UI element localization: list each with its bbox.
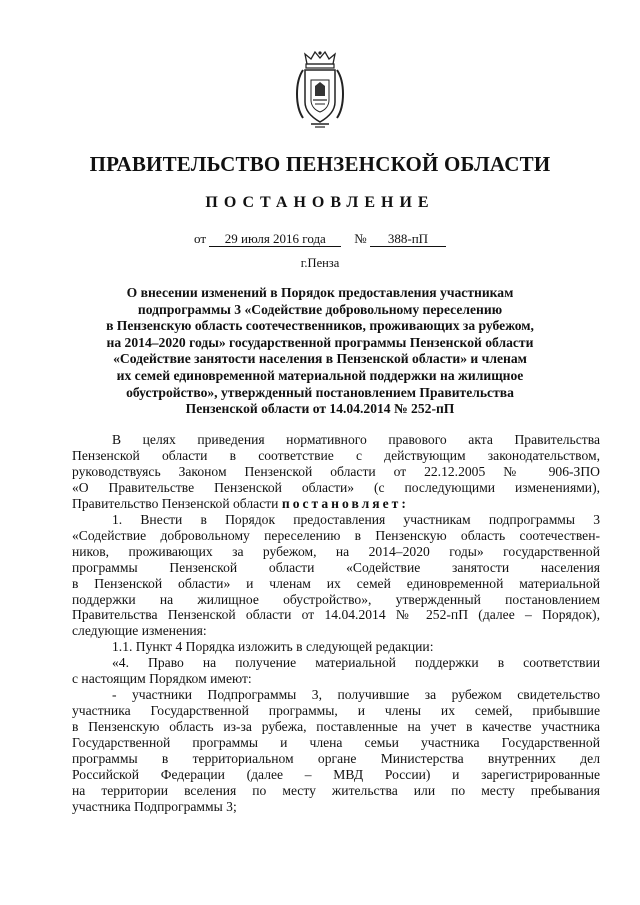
body-line: В целях приведения нормативного правового акта Правительства <box>112 432 600 447</box>
body-line: ников, проживающих за рубежом, на 2014–2020 годы» государственной <box>72 543 600 559</box>
body-line: поддержки на жилищное обустройство», утвержденный постановлением <box>72 591 600 607</box>
document-title <box>70 285 570 418</box>
body-line: 1.1. Пункт 4 Порядка изложить в следующей редакции: <box>112 639 434 655</box>
date-prefix: от <box>194 231 207 246</box>
body-line: Государственной программы и члена семьи участника Государственной <box>72 735 600 751</box>
body-line-decree <box>72 496 600 512</box>
body-line: с настоящим Порядком имеют: <box>72 671 252 687</box>
body-line: программы в территориальном органе Министерства внутренних дел <box>72 751 600 767</box>
title-line: на 2014–2020 годы» государственной программы Пензенской области <box>106 334 534 350</box>
body-line: программы Пензенской области «Содействие занятости населения <box>72 559 600 575</box>
title-line: обустройство», утвержденный постановлением Правительства <box>126 384 514 400</box>
body-line: в Пензенскую область из-за рубежа, поставленные на учет в качестве участника <box>72 719 600 735</box>
decree-word: постановляет: <box>281 495 409 511</box>
title-line: «Содействие занятости населения в Пензенской области» и членам <box>113 351 527 367</box>
body-line: в Пензенской области» и членам их семей единовременной материальной <box>72 575 600 591</box>
title-line: в Пензенскую область соотечественников, проживающих за рубежом, <box>106 318 534 334</box>
body-line: - участники Подпрограммы 3, получившие за рубежом свидетельство <box>112 687 600 703</box>
document-date: 29 июля 2016 года <box>209 232 341 247</box>
body-line: «Содействие добровольному переселению в Пензенскую область соотечествен- <box>72 527 600 543</box>
title-line: Пензенской области от 14.04.2014 № 252-пП <box>185 401 455 417</box>
document-number: 388-пП <box>370 232 446 247</box>
body-line: Пензенской области в соответствие с действующим законодательством, <box>72 447 600 463</box>
decree-subject: Правительство Пензенской области <box>72 495 279 511</box>
document-body <box>72 432 600 815</box>
coat-of-arms-emblem <box>291 50 349 130</box>
date-number-line <box>0 231 640 247</box>
organization-name: ПРАВИТЕЛЬСТВО ПЕНЗЕНСКОЙ ОБЛАСТИ <box>89 152 551 176</box>
body-line: участника Государственной программы, и члены их семей, прибывшие <box>72 703 600 719</box>
city: г.Пенза <box>300 256 340 270</box>
body-line: Правительства Пензенской области от 14.04.2014 № 252-пП (далее – Порядок), <box>72 607 600 623</box>
number-prefix: № <box>354 231 367 246</box>
document-type: ПОСТАНОВЛЕНИЕ <box>205 194 435 211</box>
body-line: Российской Федерации (далее – МВД России) и зарегистрированные <box>72 767 600 783</box>
body-line: 1. Внести в Порядок предоставления участникам подпрограммы 3 <box>112 511 600 527</box>
title-line: подпрограммы 3 «Содействие добровольному переселению <box>137 301 503 317</box>
body-line: на территории вселения по месту жительства или по месту пребывания <box>72 782 600 798</box>
body-line: «О Правительстве Пензенской области» (с последующими изменениями), <box>72 479 600 495</box>
body-line: участника Подпрограммы 3; <box>72 798 237 814</box>
title-line: их семей единовременной материальной поддержки на жилищное <box>116 367 524 383</box>
body-line: руководствуясь Законом Пензенской области от 22.12.2005 № 906-ЗПО <box>72 463 600 479</box>
body-line: «4. Право на получение материальной поддержки в соответствии <box>112 655 600 671</box>
title-line: О внесении изменений в Порядок предоставления участникам <box>126 285 514 300</box>
body-line: следующие изменения: <box>72 623 207 639</box>
